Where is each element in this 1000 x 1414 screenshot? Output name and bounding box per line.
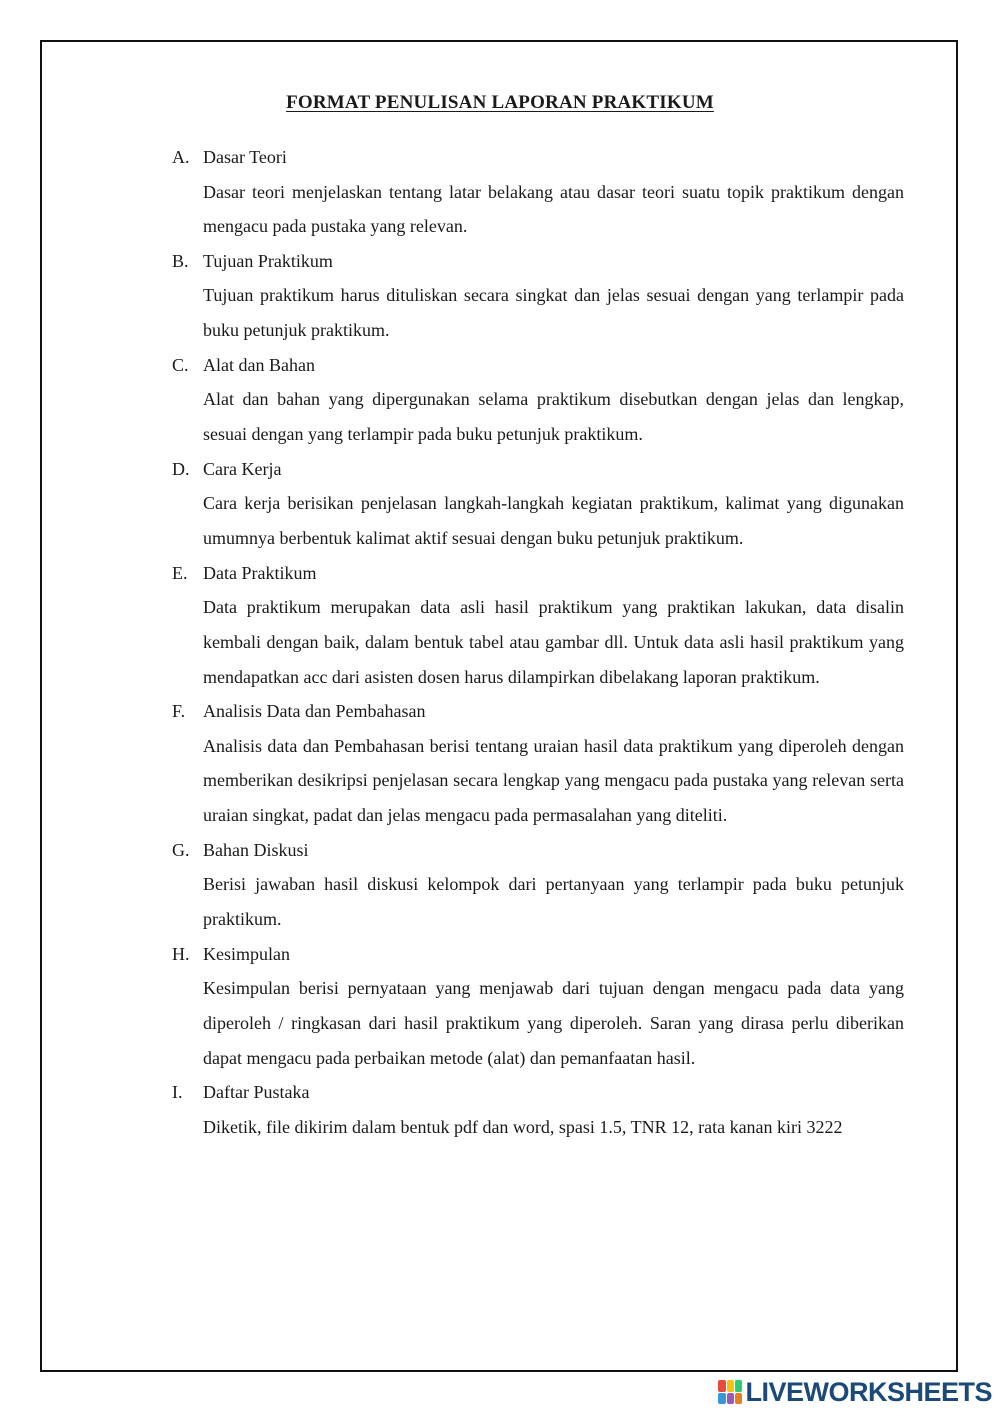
logo-square [735, 1393, 742, 1405]
section-body: Cara kerja berisikan penjelasan langkah-langkah kegiatan praktikum, kalimat yang digunakan umumnya berbentuk kalimat aktif sesuai dengan buku petunjuk praktikum. [203, 493, 904, 548]
logo-square [718, 1380, 725, 1392]
section-heading-text: Tujuan Praktikum [203, 250, 333, 271]
section-letter: E. [172, 562, 188, 583]
section-heading-text: Cara Kerja [203, 458, 282, 479]
section-heading [172, 556, 904, 591]
section-heading-text: Kesimpulan [203, 943, 290, 964]
document-title-text: FORMAT PENULISAN LAPORAN PRAKTIKUM [286, 92, 714, 113]
logo-square [718, 1393, 725, 1405]
section-heading-text: Analisis Data dan Pembahasan [203, 701, 426, 722]
section-body: Tujuan praktikum harus dituliskan secara singkat dan jelas sesuai dengan yang terlampir pada buku petunjuk praktikum. [203, 285, 904, 341]
sections-list [172, 140, 904, 1145]
section-heading-text: Data Praktikum [203, 562, 317, 583]
section-letter: C. [172, 354, 189, 375]
section-heading [172, 694, 904, 729]
section [172, 348, 904, 452]
document-title [0, 92, 1000, 114]
section-letter: D. [172, 458, 190, 479]
section-body: Analisis data dan Pembahasan berisi tentang uraian hasil data praktikum yang diperoleh dengan memberikan desikripsi penjelasan secara lengkap yang mengacu pada pustaka yang relevan serta uraian singkat, padat dan jelas mengacu pada permasalahan yang diteliti. [203, 735, 904, 826]
section-body: Diketik, file dikirim dalam bentuk pdf dan word, spasi 1.5, TNR 12, rata kanan kiri 3222 [203, 1116, 843, 1137]
section-body: Dasar teori menjelaskan tentang latar belakang atau dasar teori suatu topik praktikum dengan mengacu pada pustaka yang relevan. [203, 181, 904, 237]
section-heading-text: Bahan Diskusi [203, 839, 309, 860]
section-letter: A. [172, 147, 190, 167]
section-body: Berisi jawaban hasil diskusi kelompok dari pertanyaan yang terlampir pada buku petunjuk praktikum. [203, 874, 904, 930]
section-letter: F. [172, 701, 186, 722]
section-heading [172, 348, 904, 383]
section-heading [172, 244, 904, 279]
logo-square [727, 1393, 734, 1405]
section-heading [172, 937, 904, 972]
section-heading [172, 452, 904, 487]
logo-square [727, 1380, 734, 1392]
section-letter: I. [172, 1082, 183, 1103]
section [172, 140, 904, 244]
section-letter: H. [172, 943, 190, 964]
section-body: Kesimpulan berisi pernyataan yang menjawab dari tujuan dengan mengacu pada data yang diperoleh / ringkasan dari hasil praktikum yang diperoleh. Saran yang dirasa perlu diberikan dapat mengacu pada perbaikan metode (alat) dan pemanfaatan hasil. [203, 978, 904, 1068]
liveworksheets-logo [718, 1374, 992, 1410]
section-heading [172, 140, 904, 175]
section [172, 556, 904, 695]
section [172, 244, 904, 348]
liveworksheets-logo-text: LIVEWORKSHEETS [745, 1376, 992, 1407]
section-body: Data praktikum merupakan data asli hasil praktikum yang praktikan lakukan, data disalin kembali dengan baik, dalam bentuk tabel atau gambar dll. Untuk data asli hasil praktikum yang mendapatkan acc dari asisten dosen harus dilampirkan dibelakang laporan praktikum. [203, 597, 904, 687]
section-heading [172, 1075, 904, 1110]
section [172, 1075, 904, 1144]
section [172, 452, 904, 556]
section-heading [172, 833, 904, 868]
liveworksheets-icon [718, 1380, 742, 1404]
section-heading-text: Daftar Pustaka [203, 1082, 310, 1103]
section-body: Alat dan bahan yang dipergunakan selama praktikum disebutkan dengan jelas dan lengkap, sesuai dengan yang terlampir pada buku petunjuk praktikum. [203, 389, 904, 445]
section [172, 937, 904, 1076]
section-letter: B. [172, 250, 189, 271]
section-heading-text: Dasar Teori [203, 147, 287, 167]
section [172, 833, 904, 937]
section-heading-text: Alat dan Bahan [203, 354, 315, 375]
logo-square [735, 1380, 742, 1392]
section-letter: G. [172, 839, 190, 860]
section [172, 694, 904, 833]
